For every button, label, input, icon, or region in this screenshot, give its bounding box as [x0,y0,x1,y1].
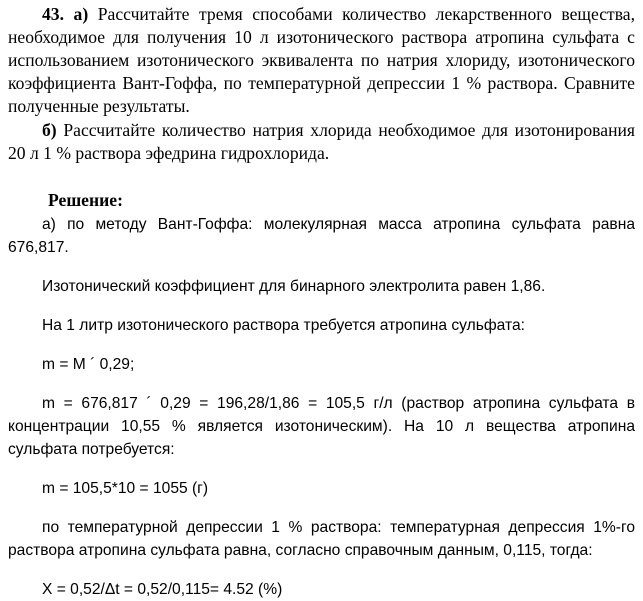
formula-line: X = 0,52/Δt = 0,52/0,115= 4.52 (%) [42,581,283,598]
task-number: 43. [42,4,64,24]
solution-heading: Решение: [48,190,123,210]
task-part-b-text: Рассчитайте количество натрия хлорида необходимое для изотонирования 20 л 1 % раствора эфедрина гидрохлорида. [8,120,635,163]
solution-paragraph: На 1 литр изотонического раствора требуется атропина сульфата: [42,317,525,334]
solution-paragraph: m = 676,817 ´ 0,29 = 196,28/1,86 = 105,5 г/л (раствор атропина сульфата в концентрации 10,55 % является изотоническим). На 10 л вещества атропина сульфата потребуется: [8,395,635,458]
formula-line: m = M ´ 0,29; [42,356,135,373]
document-page [8,0,635,601]
task-part-b [8,119,635,165]
task-part-b-label: б) [42,120,57,140]
solution-paragraph: по температурной депрессии 1 % раствора: температурная депрессия 1%-го раствора атропина сульфата равна, согласно справочным данным, 0,115, тогда: [8,519,635,559]
solution-paragraph: Изотонический коэффициент для бинарного электролита равен 1,86. [42,278,546,295]
task-part-a [8,0,635,118]
task-part-a-label: а) [73,4,89,24]
solution-paragraph: а) по методу Вант-Гоффа: молекулярная масса атропина сульфата равна 676,817. [8,216,635,256]
formula-line: m = 105,5*10 = 1055 (г) [42,480,209,497]
task-part-a-text: Рассчитайте тремя способами количество лекарственного вещества, необходимое для получения 10 л изотонического раствора атропина сульфата с использованием изотонического эквивалента по натрия хлориду, изотонического коэффициента Вант-Гоффа, по температурной депрессии 1 % раствора. Сравните полученные результаты. [8,4,635,116]
